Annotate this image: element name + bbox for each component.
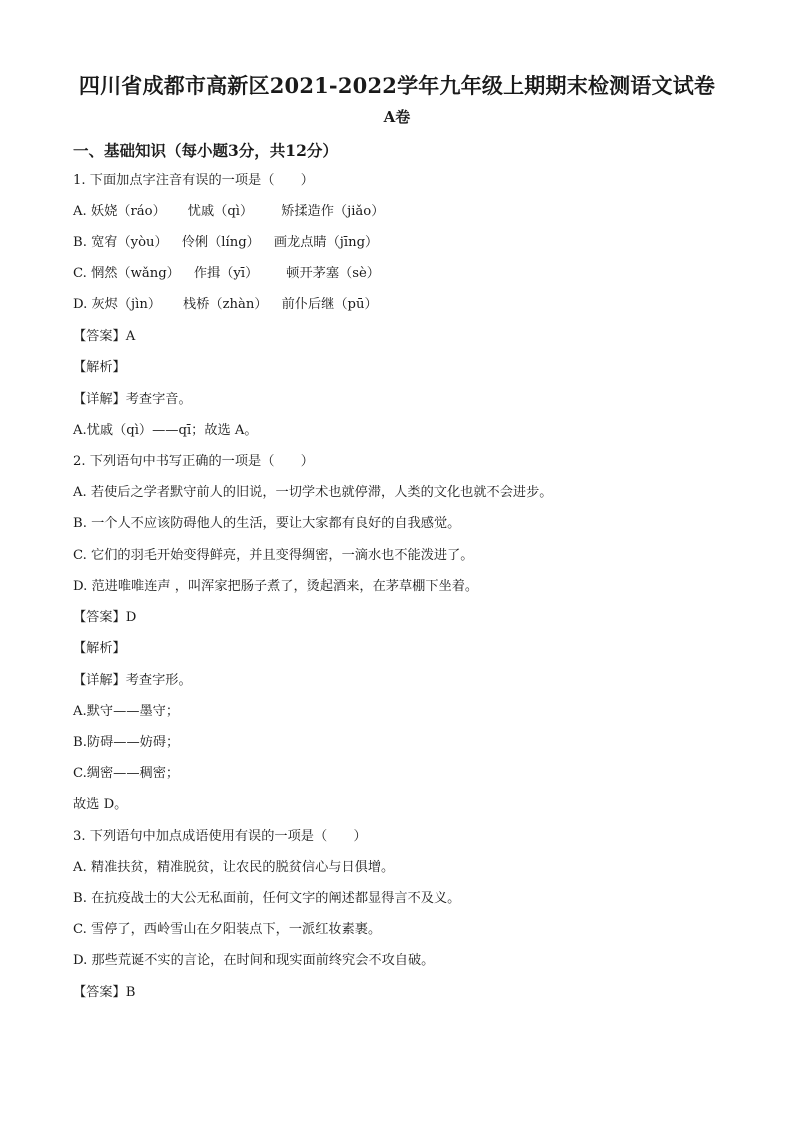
question-2-option-d: D. 范进唯唯连声 ，叫浑家把肠子煮了，烫起酒来，在茅草棚下坐着。: [73, 579, 479, 594]
question-2-detail-a: A.默守——墨守；: [73, 704, 180, 719]
option-d-part-3: 前仆后继（pū）: [281, 297, 378, 312]
option-c-part-1: C. 惘然（wǎng）: [73, 266, 180, 281]
question-1-option-c: [73, 265, 380, 283]
question-1-option-d: [73, 296, 378, 314]
question-2-conclusion: 故选 D。: [73, 797, 128, 812]
question-2-analysis-label: 【解析】: [73, 641, 126, 656]
volume-label: A卷: [383, 108, 411, 126]
question-2-option-b: B. 一个人不应该防碍他人的生活，要让大家都有良好的自我感觉。: [73, 516, 461, 531]
question-1-option-a: [73, 203, 384, 221]
option-d-part-1: D. 灰烬（jìn）: [73, 297, 162, 312]
question-1-answer: 【答案】A: [73, 329, 136, 344]
question-3-option-b: B. 在抗疫战士的大公无私面前，任何文字的阐述都显得言不及义。: [73, 891, 461, 906]
question-3-stem: 3. 下列语句中加点成语使用有误的一项是（ ）: [73, 829, 367, 844]
question-2-stem: 2. 下列语句中书写正确的一项是（ ）: [73, 454, 314, 469]
option-a-part-1: A. 妖娆（ráo）: [73, 204, 166, 219]
question-2-detail-c: C.绸密——稠密；: [73, 766, 180, 781]
question-3-option-c: C. 雪停了，西岭雪山在夕阳装点下，一派红妆素裹。: [73, 922, 382, 937]
option-d-part-2: 栈桥（zhàn）: [183, 297, 268, 312]
exam-title: 四川省成都市高新区2021-2022学年九年级上期期末检测语文试卷: [78, 73, 716, 98]
option-b-part-2: 伶俐（líng）: [181, 235, 260, 250]
option-b-part-3: 画龙点睛（jīng）: [273, 235, 379, 250]
option-a-part-2: 忧戚（qì）: [187, 204, 254, 219]
question-1-analysis-label: 【解析】: [73, 360, 126, 375]
question-1-detail-line: A.忧戚（qì）——qī；故选 A。: [73, 423, 258, 438]
question-2-detail: 【详解】考查字形。: [73, 673, 192, 688]
question-2-detail-b: B.防碍——妨碍；: [73, 735, 180, 750]
question-3-option-a: A. 精准扶贫，精准脱贫，让农民的脱贫信心与日俱增。: [73, 860, 395, 875]
question-3-option-d: D. 那些荒诞不实的言论，在时间和现实面前终究会不攻自破。: [73, 953, 435, 968]
option-b-part-1: B. 宽宥（yòu）: [73, 235, 168, 250]
question-3-answer: 【答案】B: [73, 985, 136, 1000]
question-2-option-c: C. 它们的羽毛开始变得鲜亮，并且变得绸密，一滴水也不能泼进了。: [73, 548, 474, 563]
section-heading-basic-knowledge: 一、基础知识（每小题3分，共12分）: [73, 141, 338, 160]
option-a-part-3: 矫揉造作（jiǎo）: [281, 204, 385, 219]
option-c-part-2: 作揖（yī）: [193, 266, 259, 281]
question-2-option-a: A. 若使后之学者默守前人的旧说，一切学术也就停滞，人类的文化也就不会进步。: [73, 485, 553, 500]
option-c-part-3: 顿开茅塞（sè）: [286, 266, 380, 281]
question-2-answer: 【答案】D: [73, 610, 137, 625]
question-1-detail: 【详解】考查字音。: [73, 392, 192, 407]
question-1-option-b: [73, 234, 378, 252]
question-1-stem: 1. 下面加点字注音有误的一项是（ ）: [73, 173, 314, 188]
